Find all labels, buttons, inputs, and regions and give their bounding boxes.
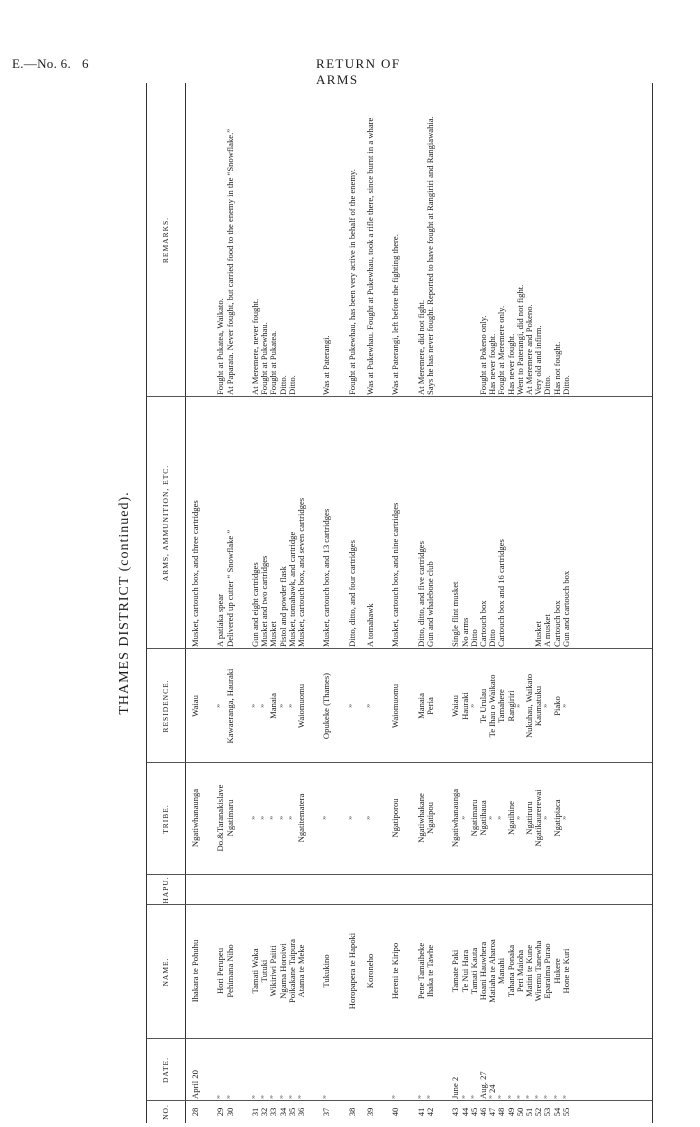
cell-tribe: ” [268,816,279,820]
cell-name: Horopapera te Hapoki [346,932,357,1010]
cell-residence: Peria [425,697,436,715]
cell-tribe: Ngatiruru [523,801,534,835]
cell-name: Ihakara te Pohuhu [190,939,200,1003]
cell-date: Aug. 27 [478,1071,488,1099]
cell-residence: Te Ihau o Waikato [487,674,498,738]
cell-no: 54 [551,1107,562,1117]
cell-date: ” [415,1095,426,1099]
cell-arms: Ditto [468,629,479,647]
cell-tribe: ” [259,816,270,820]
cell-name: Ihaka te Tawhe [425,944,436,998]
cell-no: 38 [346,1107,357,1117]
cell-name: Poikakane Taipura [286,939,297,1003]
cell-remarks: Fought at Pukatea, Waikato. [215,298,226,395]
cell-tribe: ” [560,816,571,820]
cell-tribe: ” [346,816,357,820]
cell-arms: Ditto, ditto, and five cartridges [415,541,426,647]
cell-tribe: Ngatipou [425,802,436,834]
table-row [322,83,340,1123]
cell-name: Ngama Horoiwi [277,943,288,999]
cell-name: Tamate Paki [450,949,461,993]
cell-no: 53 [542,1107,553,1117]
column-header-hapu: HAPU. [161,876,170,904]
table-row [191,83,209,1123]
cell-residence: Opukeke (Thames) [321,672,332,740]
cell-no: 30 [224,1107,235,1117]
table-body [191,83,571,1123]
cell-residence: Waiau [450,695,461,717]
cell-residence: ” [249,704,260,708]
cell-arms: Musket, cartouch box, and nine cartridges [390,502,401,647]
cell-arms: Musket [268,621,279,647]
cell-no: 51 [523,1107,534,1117]
cell-arms: A patiaka spear [215,594,226,647]
cell-no: 35 [286,1107,297,1117]
cell-tribe: ” [365,816,376,820]
cell-remarks: At Paparata. Never fought, but carried food to the enemy in the “Snowflake.” [224,128,235,395]
cell-arms: Single flint musket [450,581,461,647]
cell-arms: Ditto, ditto, and four cartridges [346,540,357,647]
table-row [391,83,409,1123]
cell-name: Wiremu Tanewha [533,940,544,1002]
rotated-table-region [116,83,651,1123]
cell-name: Pene Tamaiheke [415,942,426,1000]
cell-name: Hone te Kuri [560,948,571,994]
cell-arms: Cartouch box [551,600,562,647]
cell-remarks: Was at Pukewhau. Fought at Pukewhau, took a rifle there, since burnt in a whare [365,117,376,395]
cell-date: ” [321,1095,332,1099]
table-row [226,83,244,1123]
cell-residence: ” [514,704,525,708]
cell-tribe: Ngatiporou [390,798,401,838]
cell-date: June 2 [450,1076,461,1099]
cell-residence: Manaia [268,693,279,719]
cell-arms: Musket, cartouch box, and 13 cartridges [321,508,332,647]
cell-residence: Waiomuomu [390,683,401,729]
table-row [348,83,366,1123]
cell-date: ” [249,1095,260,1099]
cell-name: Hoani Hauwhera [478,941,488,1001]
cell-arms: Musket, tomahawk, and cartridge [286,531,297,647]
cell-name: Te Nui Hara [459,949,470,993]
cell-name: Hukere [551,958,562,984]
cell-date: ” [215,1095,226,1099]
arms-return-table [146,83,653,1123]
cell-residence: Nukuhau, Waikato [523,673,534,739]
cell-no: 45 [468,1107,479,1117]
cell-remarks: Went to Paterangi, did not fight. [514,284,525,395]
cell-arms: Musket, cartouch box, and seven cartridges [295,497,306,647]
cell-no: 43 [450,1107,461,1117]
cell-remarks: At Meremere and Pokeno. [523,304,534,395]
cell-name: Tutuki [259,959,270,983]
cell-tribe: Ngatimaru [468,799,479,837]
cell-name: Atama te Meke [295,944,306,998]
cell-name: Koroneho [365,953,376,989]
cell-no: 41 [415,1107,426,1117]
cell-name: Tahana Ponaka [505,944,516,998]
cell-arms: Ditto [487,629,498,647]
cell-name: Wikiriwi Paiiti [268,945,279,997]
cell-no: 48 [496,1107,507,1117]
cell-tribe: Ngatimaru [224,799,235,837]
cell-no: 37 [321,1107,332,1117]
cell-residence: Waiau [190,695,200,717]
cell-tribe: Ngatiwhanaunga [450,788,461,848]
column-header-no: NO. [161,1104,170,1120]
cell-arms: Gun and whalebone club [425,561,436,647]
cell-tribe: ” [286,816,297,820]
cell-residence: ” [286,704,297,708]
table-row [426,83,444,1123]
cell-arms: Gun and eight cartridges [249,562,260,647]
cell-no: 42 [425,1107,436,1117]
column-header-arms: ARMS, AMMUNITION, ETC. [161,464,170,582]
cell-arms: Gun and cartouch box [560,570,571,647]
cell-residence: Kawaeranga, Hauraki [224,668,235,744]
cell-remarks: Has never fought. [487,333,498,395]
cell-tribe: Ngatipiaca [551,799,562,837]
cell-arms: Musket and two cartridges [259,555,270,647]
cell-date: ” [523,1095,534,1099]
cell-no: 34 [277,1107,288,1117]
cell-residence: Te Urulau [478,688,488,724]
cell-tribe: ” [496,816,507,820]
cell-no: 31 [249,1107,260,1117]
cell-remarks: Fought at Pukewhau. [259,322,270,395]
cell-residence: ” [277,704,288,708]
cell-no: 55 [560,1107,571,1117]
cell-tribe: Ngatihaua [478,800,488,836]
cell-date: ” [286,1095,297,1099]
cell-no: 40 [390,1107,401,1117]
cell-no: 49 [505,1107,516,1117]
cell-date: ” [268,1095,279,1099]
cell-residence: Kaumatuku [533,685,544,727]
cell-remarks: Says he has never fought. Reported to have fought at Rangiriri and Rangiawahia. [425,116,436,395]
cell-date: ” [277,1095,288,1099]
cell-residence: Rangiriri [505,690,516,722]
cell-remarks: Fought at Meremere only. [496,305,507,395]
cell-remarks: Was at Paterangi, left before the fighting there. [390,234,401,395]
cell-remarks: Ditto. [542,375,553,395]
column-header-residence: RESIDENCE. [161,679,170,733]
cell-no: 32 [259,1107,270,1117]
cell-date: ” [551,1095,562,1099]
table-row [366,83,384,1123]
cell-name: Hori Perupeu [215,947,226,995]
table-row [297,83,315,1123]
cell-arms: Cartouch box and 16 cartridges [496,539,507,647]
cell-residence: ” [259,704,270,708]
cell-date: ” [390,1095,401,1099]
cell-residence: ” [560,704,571,708]
cell-tribe: Ngatikaurerewai [533,789,544,847]
cell-no: 39 [365,1107,376,1117]
page-number: 6 [82,56,89,71]
cell-remarks: Has never fought. [505,333,516,395]
cell-no: 47 [487,1107,498,1117]
cell-name: Manahi [496,957,507,985]
cell-residence: ” [346,704,357,708]
cell-tribe: Ngatihine [505,801,516,835]
cell-tribe: ” [542,816,553,820]
cell-tribe: ” [514,816,525,820]
cell-remarks: Fought at Pokeno only. [478,315,488,395]
cell-date: ” [425,1095,436,1099]
cell-arms: Cartouch box [478,600,488,647]
table-header-row [147,83,186,1123]
column-header-tribe: TRIBE. [161,804,170,834]
cell-no: 50 [514,1107,525,1117]
cell-remarks: Fought at Pukatea. [268,330,279,395]
cell-tribe: ” [277,816,288,820]
column-header-name: NAME. [161,957,170,987]
cell-residence: ” [215,704,226,708]
cell-name: Hereni te Kiripo [390,942,401,1000]
cell-tribe: Ngatiwhakane [415,793,426,843]
cell-date: ” [505,1095,516,1099]
cell-remarks: Fought at Pukewhau, has been very active in behalf of the enemy. [346,169,357,395]
column-header-date: DATE. [161,1056,170,1084]
cell-residence: Tamahere [496,689,507,723]
cell-name: Tukukino [321,954,332,988]
cell-residence: ” [365,704,376,708]
cell-tribe: Ngatitematera [295,793,306,843]
cell-arms: A tomahawk [365,603,376,647]
cell-date: ” [533,1095,544,1099]
cell-name: Eparaima Purao [542,943,553,999]
cell-date: ” 24 [487,1084,498,1099]
cell-arms: No arms [459,617,470,647]
cell-residence: Manaia [415,693,426,719]
cell-arms: A musket [542,614,553,647]
cell-name: Matiaha te Aharoa [487,939,498,1003]
cell-residence: Hauraki [459,692,470,720]
cell-tribe: ” [487,816,498,820]
cell-tribe: Do.&Taranakislave [215,784,226,852]
cell-residence: Waiomuomu [295,683,306,729]
cell-date: ” [468,1095,479,1099]
cell-date: ” [295,1095,306,1099]
cell-residence: ” [542,704,553,708]
cell-no: 36 [295,1107,306,1117]
cell-date: ” [259,1095,270,1099]
cell-no: 46 [478,1107,488,1117]
cell-date: ” [496,1095,507,1099]
cell-residence: Piako [551,696,562,716]
cell-name: Tamati Waka [249,948,260,994]
cell-no: 33 [268,1107,279,1117]
cell-name: Matini te Kune [523,944,534,998]
cell-no: 52 [533,1107,544,1117]
cell-tribe: ” [459,816,470,820]
cell-remarks: Ditto. [286,375,297,395]
cell-remarks: Ditto. [277,375,288,395]
document-reference: E.—No. 6. [12,56,72,71]
cell-date: ” [542,1095,553,1099]
running-title: RETURN OF ARMS [316,56,401,87]
cell-arms: Pistol and powder flask [277,566,288,647]
cell-arms: Musket, cartouch box, and three cartridges [190,500,200,647]
cell-no: 28 [190,1107,200,1117]
table-row [562,83,571,1123]
cell-arms: Musket [533,621,544,647]
cell-remarks: At Meremere, did not fight. [415,300,426,395]
cell-name: Pehimana Niho [224,944,235,998]
column-header-remarks: REMARKS. [161,216,170,264]
cell-no: 44 [459,1107,470,1117]
cell-date: April 20 [190,1070,200,1099]
cell-remarks: Has not fought. [551,341,562,395]
cell-date: ” [514,1095,525,1099]
cell-remarks: Ditto. [560,375,571,395]
cell-arms: Delivered up cutter “ Snowflake ” [224,529,235,647]
cell-residence: ” [468,704,479,708]
cell-tribe: ” [249,816,260,820]
district-heading: THAMES DISTRICT (continued). [117,491,132,715]
cell-date: ” [224,1095,235,1099]
cell-tribe: Ngatiwhanaunga [190,788,200,848]
cell-remarks: Very old and infirm. [533,325,544,395]
cell-date: ” [560,1095,571,1099]
cell-name: Tamati Kauta [468,947,479,995]
cell-remarks: Was at Paterangi. [321,335,332,395]
cell-date: ” [459,1095,470,1099]
cell-remarks: At Meremere, never fought. [249,298,260,395]
cell-name: Peri Maioha [514,949,525,993]
cell-no: 29 [215,1107,226,1117]
cell-tribe: ” [321,816,332,820]
